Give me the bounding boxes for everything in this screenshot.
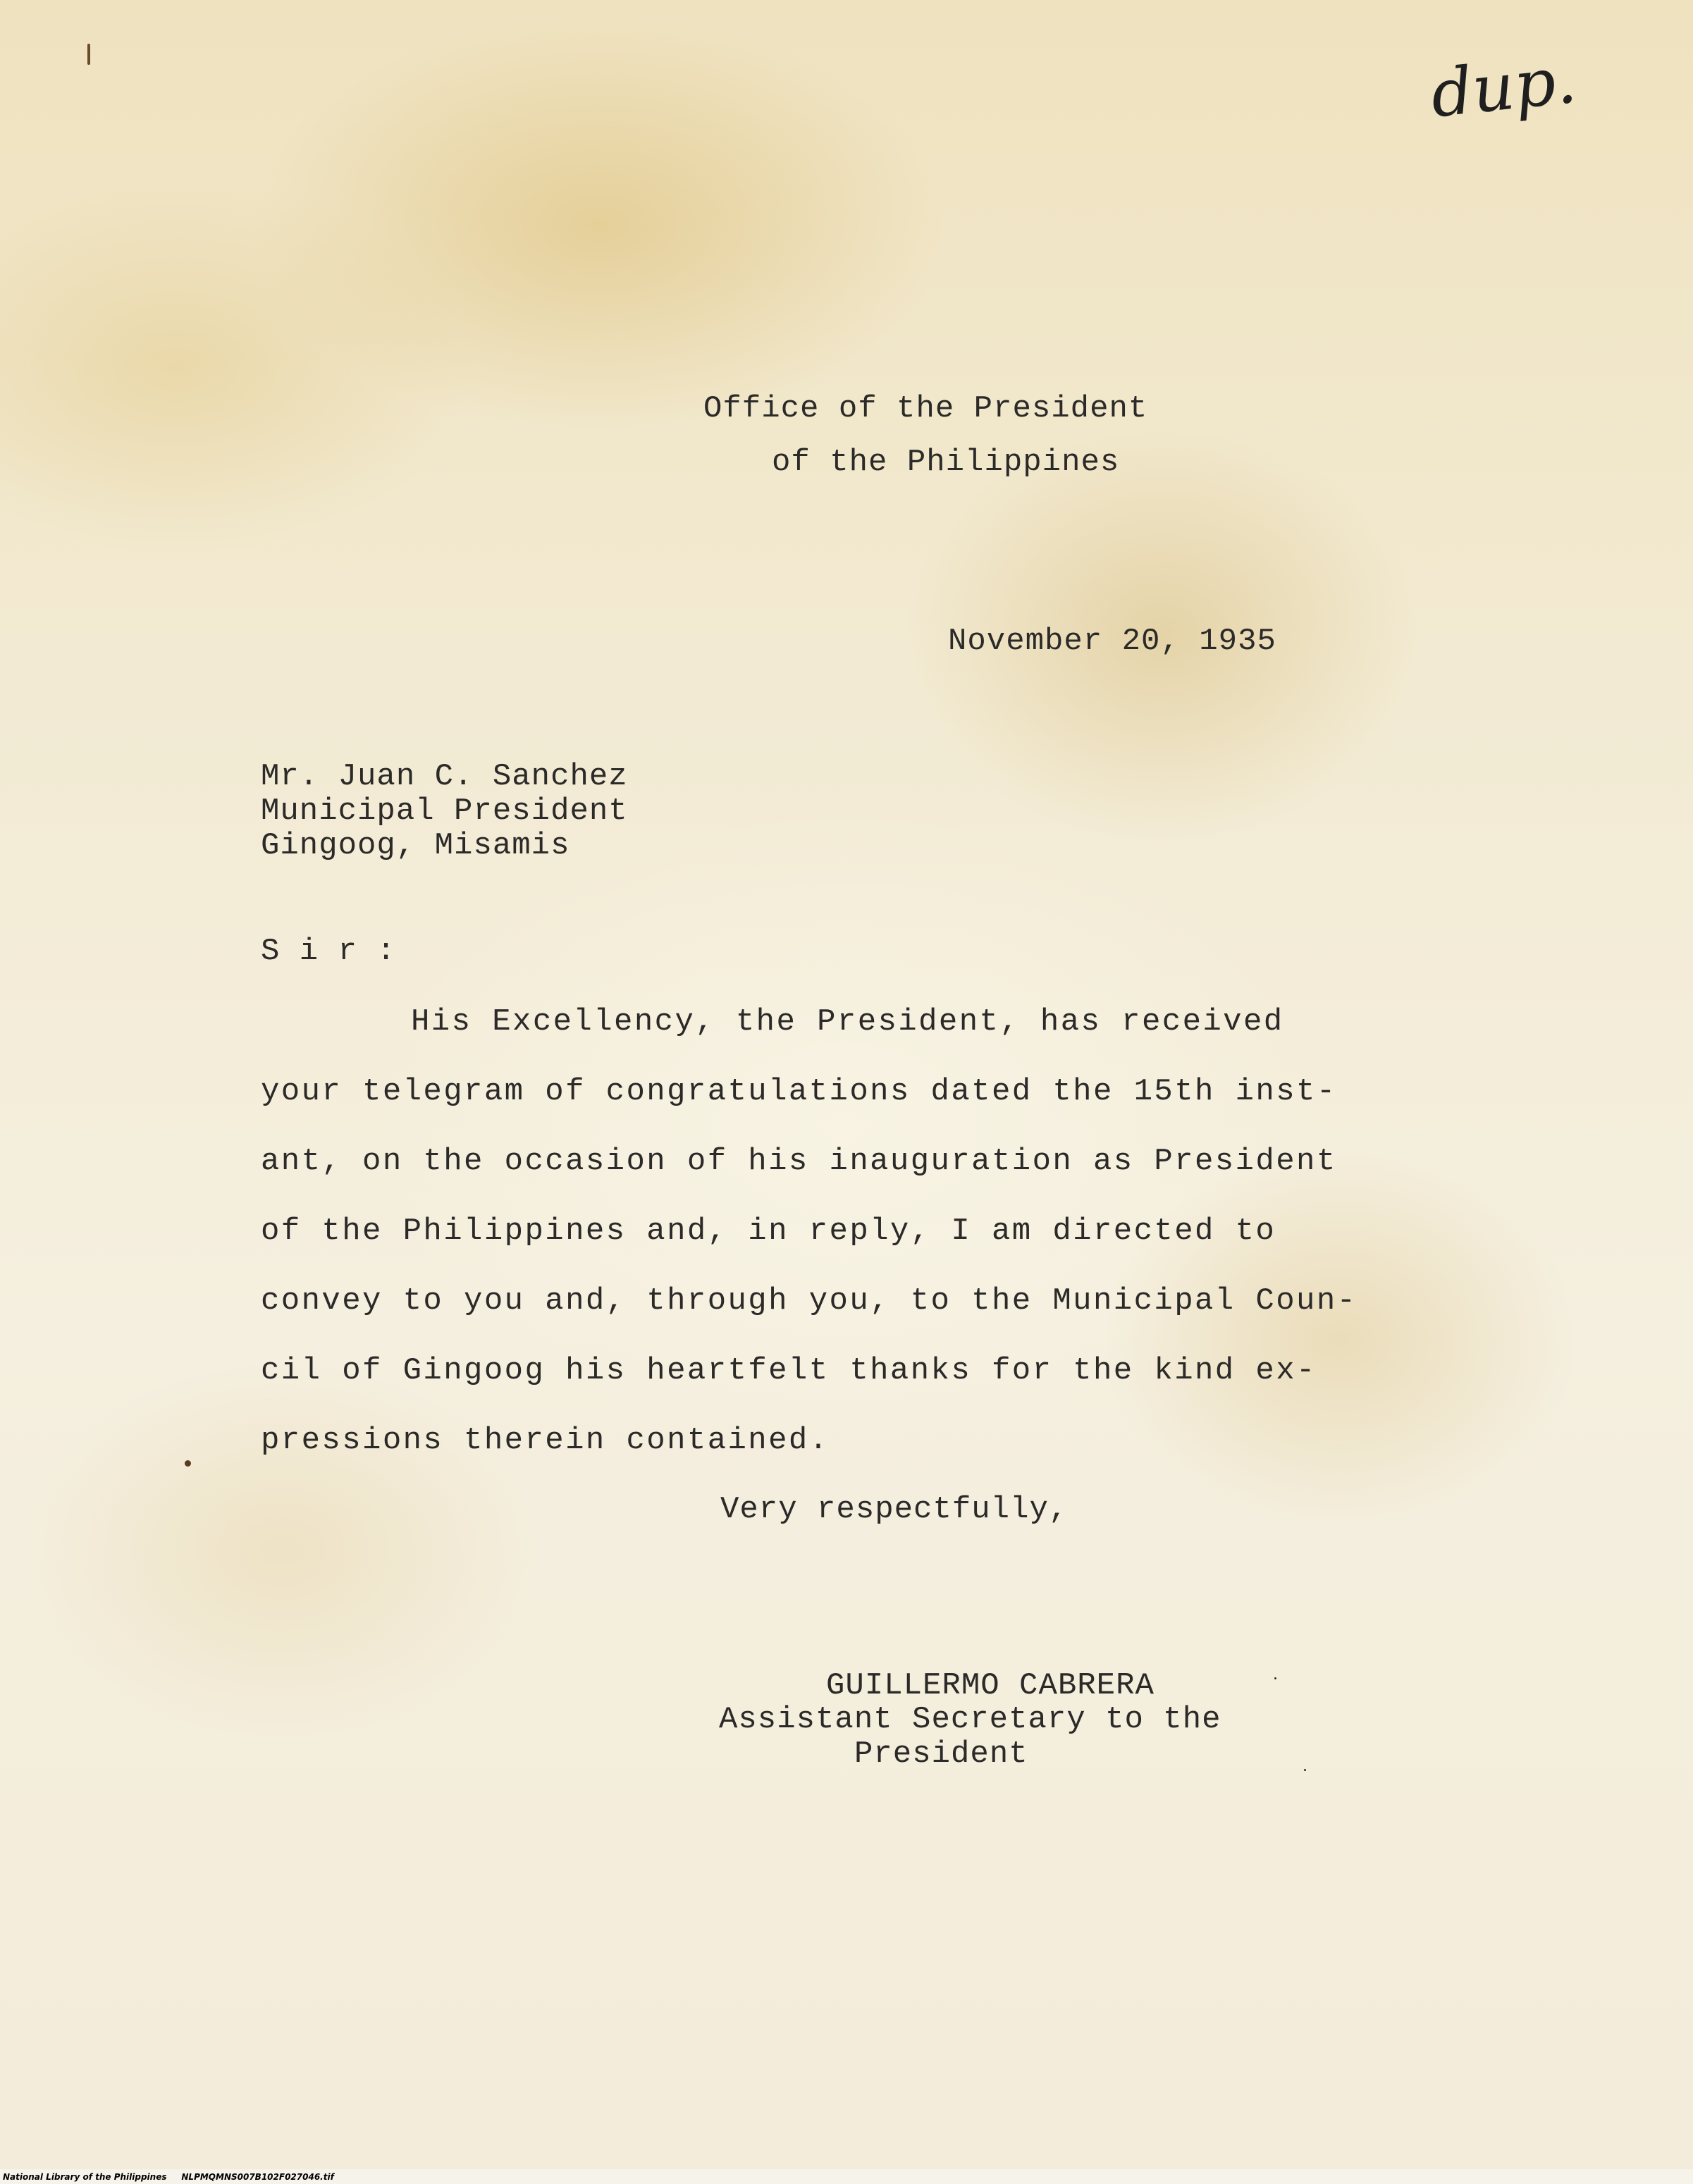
body-line: ant, on the occasion of his inauguration as President [261, 1144, 1337, 1179]
addressee-location: Gingoog, Misamis [261, 828, 570, 863]
footer-file-id: NLPMQMNS007B102F027046.tif [181, 2172, 334, 2182]
paper-speck [1304, 1769, 1306, 1771]
footer-institution: National Library of the Philippines [3, 2172, 167, 2182]
body-line: convey to you and, through you, to the Municipal Coun- [261, 1283, 1358, 1319]
salutation: S i r : [261, 934, 396, 969]
letter-date: November 20, 1935 [948, 624, 1276, 659]
signatory-name: GUILLERMO CABRERA [826, 1668, 1155, 1703]
letterhead-line-1: Office of the President [703, 391, 1148, 426]
handwritten-note: dup. [1427, 42, 1580, 132]
paper-speck [185, 1460, 191, 1467]
addressee-title: Municipal President [261, 794, 628, 829]
addressee-name: Mr. Juan C. Sanchez [261, 759, 628, 794]
body-line: cil of Gingoog his heartfelt thanks for the kind ex- [261, 1353, 1317, 1388]
scan-footer-caption [3, 2172, 334, 2182]
body-line: pressions therein contained. [261, 1423, 830, 1458]
signatory-title-line-1: Assistant Secretary to the [719, 1702, 1221, 1737]
body-line: your telegram of congratulations dated the 15th inst- [261, 1074, 1337, 1109]
paper-mark [87, 44, 90, 65]
signatory-title-line-2: President [854, 1736, 1028, 1772]
body-line: of the Philippines and, in reply, I am directed to [261, 1214, 1276, 1249]
body-line: His Excellency, the President, has received [411, 1004, 1284, 1039]
letterhead-line-2: of the Philippines [772, 445, 1120, 480]
closing: Very respectfully, [720, 1492, 1069, 1527]
paper-speck [1274, 1677, 1276, 1679]
